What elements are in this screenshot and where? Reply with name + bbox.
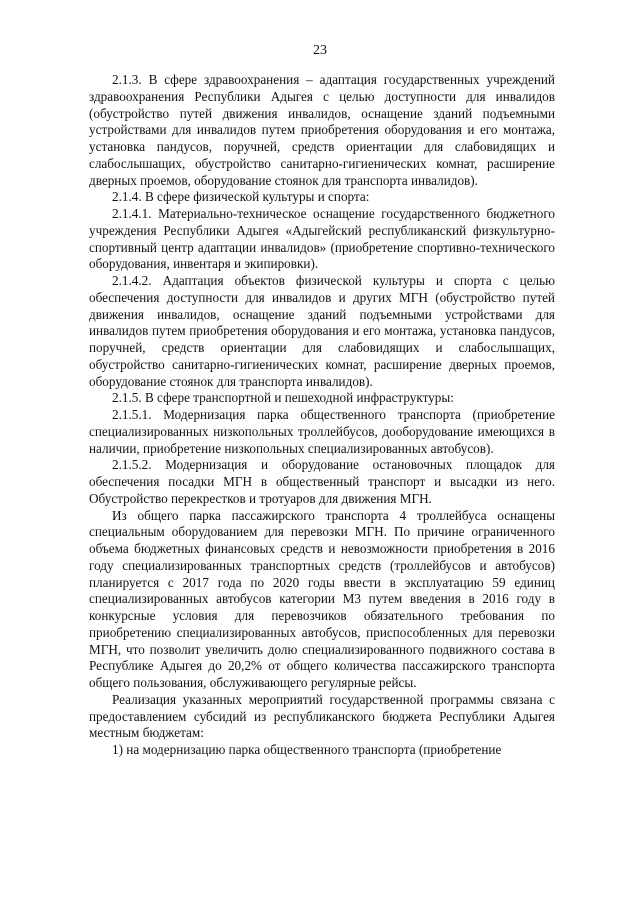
paragraph-2-1-5: 2.1.5. В сфере транспортной и пешеходной инфраструктуры: [112,390,454,406]
page-number: 23 [313,43,327,58]
paragraph-2-1-4-2: 2.1.4.2. Адаптация объектов физической культуры и спорта с целью обеспечения доступности для инвалидов и других МГН (обустройство путей движения инвалидов, оснащение зданий подъемными устройствами для инвалидов путем приобретения оборудования и его монтажа, установка пандусов, поручней, средств ориентации для слабовидящих и слабослышащих, обустройство санитарно-гигиенических комнат, расширение дверных проемов, оборудование стоянок для транспорта инвалидов). [89,273,555,389]
paragraph-transport-fleet: Из общего парка пассажирского транспорта 4 троллейбуса оснащены специальным оборудованием для перевозки МГН. По причине ограниченного объема бюджетных финансовых средств и невозможности приобретения в 2016 году специализированных транспортных средств (троллейбусов и автобусов) планируется с 2017 года по 2020 годы ввести в эксплуатацию 59 единиц специализированных автобусов категории М3 путем введения в 2016 году в конкурсные условия для перевозчиков обязательного требования по приобретению специализированных автобусов, приспособленных для перевозки МГН, что позволит увеличить долю специализированного подвижного состава в Республике Адыгея до 20,2% от общего количества пассажирского транспорта общего пользования, обслуживающего регулярные рейсы. [89,507,555,690]
paragraph-2-1-4-1: 2.1.4.1. Материально-техническое оснащение государственного бюджетного учреждения Республики Адыгея «Адыгейский республиканский физкультурно-спортивный центр адаптации инвалидов» (приобретение спортивно-технического оборудования, инвентаря и экипировки). [89,206,555,272]
paragraph-2-1-5-1: 2.1.5.1. Модернизация парка общественного транспорта (приобретение специализированных низкопольных троллейбусов, дооборудование имеющихся в наличии, приобретение низкопольных специализированных автобусов). [89,407,555,456]
paragraph-item-1: 1) на модернизацию парка общественного транспорта (приобретение [112,742,502,757]
paragraph-subsidies-intro: Реализация указанных мероприятий государственной программы связана с предоставлением субсидий из республиканского бюджета Республики Адыгея местным бюджетам: [89,691,555,741]
paragraph-2-1-3: 2.1.3. В сфере здравоохранения – адаптация государственных учреждений здравоохранения Республики Адыгея с целью доступности для инвалидов (обустройство путей движения инвалидов, оснащение зданий подъемными устройствами для инвалидов путем приобретения оборудования и его монтажа, установка пандусов, поручней, средств ориентации для слабовидящих и слабослышащих, обустройство санитарно-гигиенических комнат, расширение дверных проемов, оборудование стоянок для транспорта инвалидов). [89,72,555,188]
paragraph-2-1-5-2: 2.1.5.2. Модернизация и оборудование остановочных площадок для обеспечения посадки МГН в общественный транспорт и высадки из него. Обустройство перекрестков и тротуаров для движения МГН. [89,457,555,506]
paragraph-2-1-4: 2.1.4. В сфере физической культуры и спорта: [112,189,370,205]
document-body [89,72,555,759]
